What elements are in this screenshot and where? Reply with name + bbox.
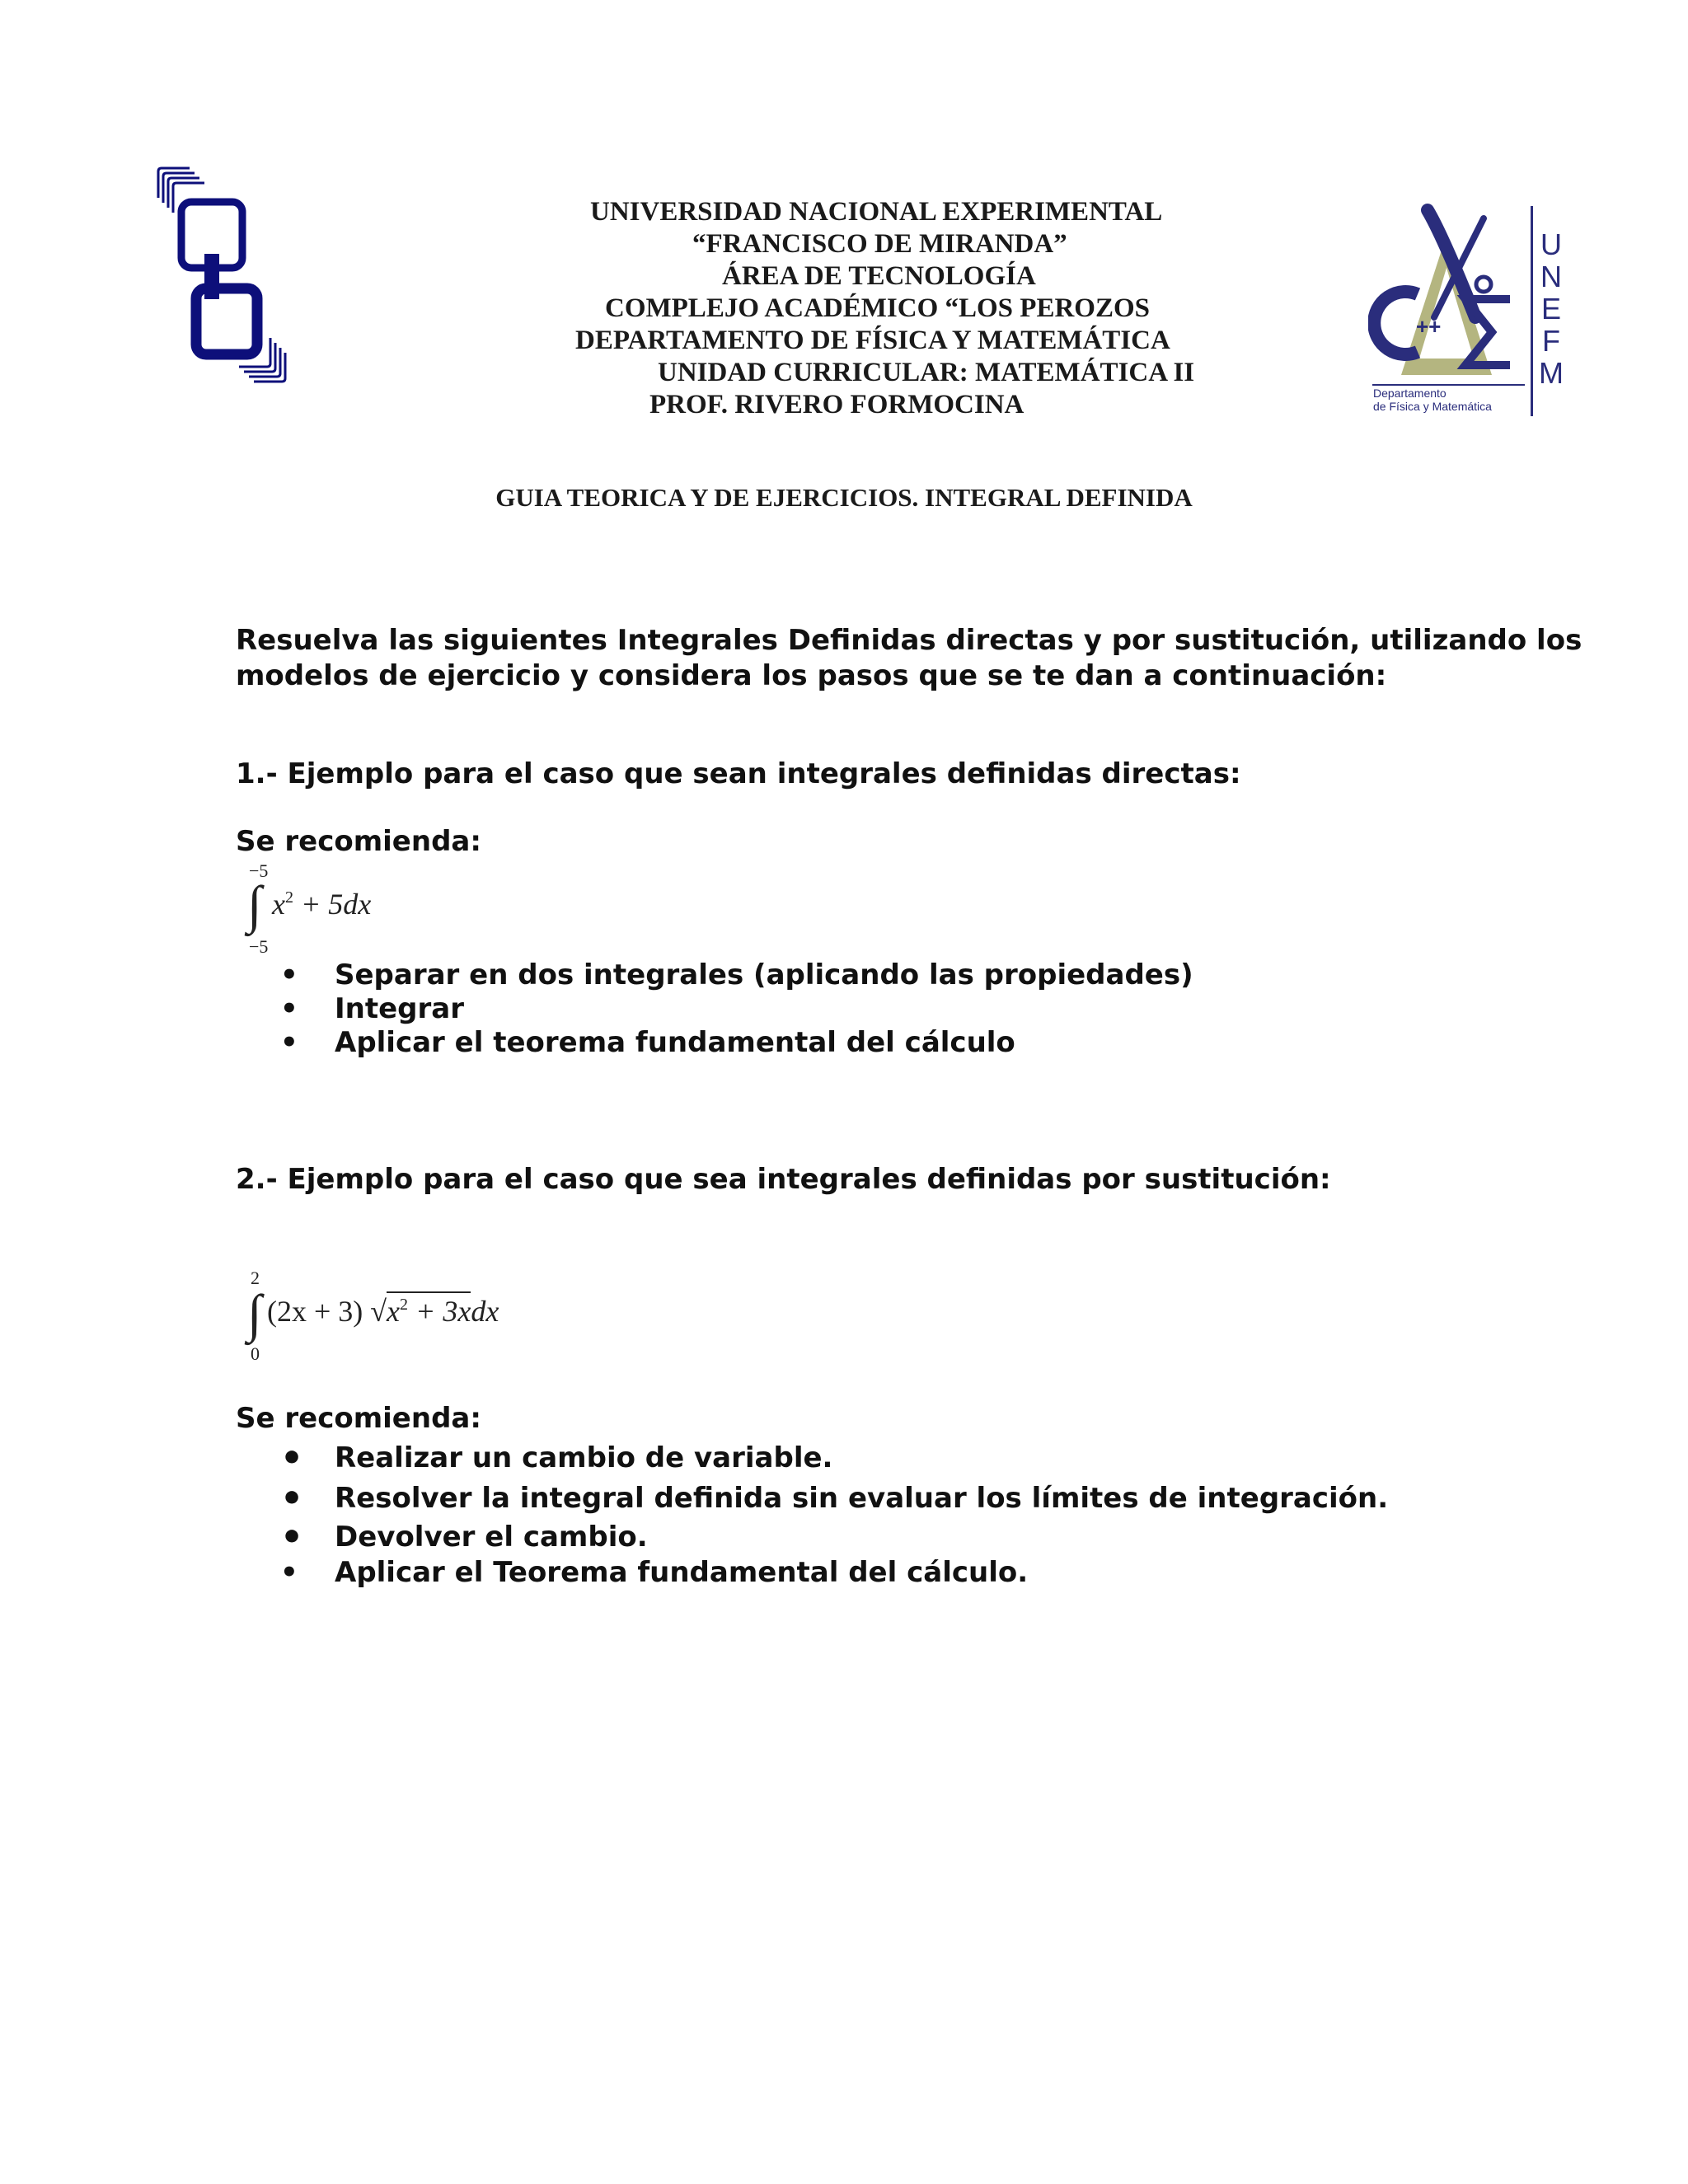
integral-1-rest: + 5dx <box>300 888 372 921</box>
integral-1-base: x <box>272 888 285 921</box>
integral-2-radicand-rest: + 3x <box>415 1295 471 1328</box>
header-university-name: “FRANCISCO DE MIRANDA” <box>692 229 1067 259</box>
list-item: • Separar en dos integrales (aplicando las propiedades) <box>280 958 1193 991</box>
svg-text:++: ++ <box>1416 314 1442 339</box>
list-item: • Resolver la integral definida sin evaluar los límites de integración. <box>280 1478 1389 1520</box>
unefm-letter-n: N <box>1540 260 1562 293</box>
section2-recommend-label: Se recomienda: <box>236 1402 481 1435</box>
logo-caption-line2: de Física y Matemática <box>1373 400 1492 413</box>
header-professor: PROF. RIVERO FORMOCINA <box>649 390 1025 419</box>
section2-heading: 2.- Ejemplo para el caso que sea integrales definidas por sustitución: <box>236 1163 1331 1196</box>
integral-2-lower-limit: 0 <box>251 1343 260 1364</box>
department-logo <box>1368 202 1582 416</box>
unefm-letter-f: F <box>1542 324 1560 358</box>
integral-2-differential: dx <box>471 1295 499 1328</box>
integral-1-sign: ∫ <box>247 875 262 934</box>
list-item: • Aplicar el Teorema fundamental del cálculo. <box>280 1556 1029 1589</box>
header-course: UNIDAD CURRICULAR: MATEMÁTICA II <box>658 358 1195 387</box>
integral-1-lower-limit: −5 <box>249 936 269 957</box>
unefm-letter-u: U <box>1540 227 1562 261</box>
unefm-letter-e: E <box>1540 292 1561 326</box>
intro-line-1: Resuelva las siguientes Integrales Definidas directas y por sustitución, utilizando los <box>236 624 1582 657</box>
header-area: ÁREA DE TECNOLOGÍA <box>722 261 1036 291</box>
integral-1-upper-limit: −5 <box>249 860 269 881</box>
list-item: • Devolver el cambio. <box>280 1516 648 1558</box>
logo-caption-line1: Departamento <box>1373 387 1447 400</box>
section1-heading: 1.- Ejemplo para el caso que sean integrales definidas directas: <box>236 757 1241 790</box>
header-university: UNIVERSIDAD NACIONAL EXPERIMENTAL <box>590 197 1163 227</box>
integral-2-factor: (2x + 3) <box>267 1295 363 1328</box>
section1-steps <box>280 958 1193 1060</box>
list-item: • Realizar un cambio de variable. <box>280 1437 833 1479</box>
intro-line-2: modelos de ejercicio y considera los pasos que se te dan a continuación: <box>236 659 1387 692</box>
integral-2-sign: ∫ <box>247 1284 262 1343</box>
chain-link-icon <box>157 165 288 387</box>
integral-2-radicand-exp: 2 <box>400 1296 409 1314</box>
page-title: GUIA TEORICA Y DE EJERCICIOS. INTEGRAL DEFINIDA <box>495 483 1193 512</box>
integral-1-exponent: 2 <box>284 888 293 907</box>
section1-recommend-label: Se recomienda: <box>236 825 481 858</box>
list-item: • Integrar <box>280 992 464 1025</box>
integral-2-radicand-base: x <box>387 1295 401 1328</box>
unefm-letter-m: M <box>1539 356 1564 390</box>
list-item: • Aplicar el teorema fundamental del cálculo <box>280 1026 1015 1059</box>
header-department: DEPARTAMENTO DE FÍSICA Y MATEMÁTICA <box>575 326 1170 355</box>
section2-steps <box>280 1438 1388 1590</box>
header-complex: COMPLEJO ACADÉMICO “LOS PEROZOS <box>605 293 1150 323</box>
sqrt-icon: √ <box>370 1295 387 1328</box>
integral-2-upper-limit: 2 <box>251 1268 260 1288</box>
